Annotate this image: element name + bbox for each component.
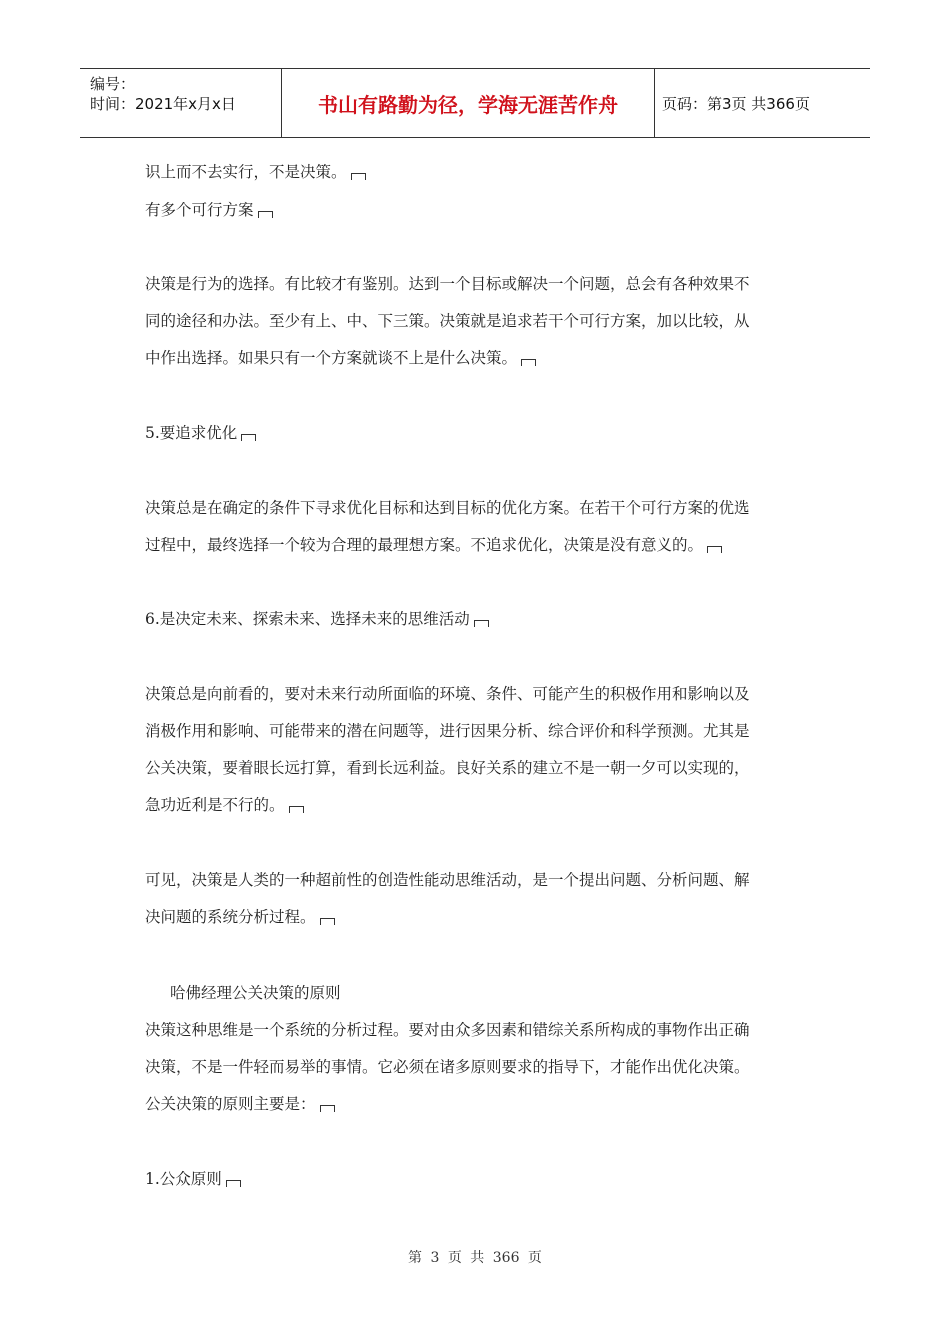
text-line: 可见，决策是人类的一种超前性的创造性能动思维活动，是一个提出问题、分析问题、解 (145, 871, 750, 889)
section-heading: 1.公众原则 (145, 1169, 241, 1189)
text-line: 有多个可行方案 (145, 200, 273, 220)
paragraph-mark-icon (241, 434, 256, 441)
text-line: 过程中，最终选择一个较为合理的最理想方案。不追求优化，决策是没有意义的。 (145, 535, 722, 555)
paragraph-mark-icon (226, 1180, 241, 1187)
text-line: 决策，不是一件轻而易举的事情。它必须在诸多原则要求的指导下，才能作出优化决策。 (145, 1058, 750, 1076)
header-meta-cell (80, 69, 280, 137)
text-line: 决策总是向前看的，要对未来行动所面临的环境、条件、可能产生的积极作用和影响以及 (145, 685, 750, 703)
document-number-label: 编号： (90, 75, 136, 93)
page-header (80, 68, 870, 138)
header-page-info: 页码：第3页 共366页 (662, 94, 810, 113)
paragraph-mark-icon (320, 918, 335, 925)
text-line: 中作出选择。如果只有一个方案就谈不上是什么决策。 (145, 348, 536, 368)
text-line: 公关决策的原则主要是： (145, 1094, 335, 1114)
paragraph-mark-icon (320, 1105, 335, 1112)
text-line: 决策是行为的选择。有比较才有鉴别。达到一个目标或解决一个问题，总会有各种效果不 (145, 275, 750, 293)
paragraph-mark-icon (707, 546, 722, 553)
text-line: 决问题的系统分析过程。 (145, 907, 335, 927)
document-date: 时间：2021年x月x日 (90, 95, 236, 113)
paragraph-mark-icon (474, 620, 489, 627)
paragraph-mark-icon (258, 211, 273, 218)
paragraph-mark-icon (351, 173, 366, 180)
page-footer: 第 3 页 共 366 页 (408, 1250, 542, 1266)
header-motto: 书山有路勤为径，学海无涯苦作舟 (281, 69, 655, 137)
text-line: 决策这种思维是一个系统的分析过程。要对由众多因素和错综关系所构成的事物作出正确 (145, 1021, 750, 1039)
section-heading: 5.要追求优化 (145, 423, 256, 443)
paragraph-mark-icon (289, 806, 304, 813)
text-line: 公关决策，要着眼长远打算，看到长远利益。良好关系的建立不是一朝一夕可以实现的， (145, 759, 750, 777)
text-line: 识上而不去实行，不是决策。 (145, 162, 366, 182)
text-line: 急功近利是不行的。 (145, 795, 304, 815)
paragraph-mark-icon (521, 359, 536, 366)
text-line: 同的途径和办法。至少有上、中、下三策。决策就是追求若干个可行方案，加以比较，从 (145, 312, 750, 330)
text-line: 决策总是在确定的条件下寻求优化目标和达到目标的优化方案。在若干个可行方案的优选 (145, 499, 750, 517)
section-title: 哈佛经理公关决策的原则 (170, 984, 341, 1002)
section-heading: 6.是决定未来、探索未来、选择未来的思维活动 (145, 609, 489, 629)
text-line: 消极作用和影响、可能带来的潜在问题等，进行因果分析、综合评价和科学预测。尤其是 (145, 722, 750, 740)
